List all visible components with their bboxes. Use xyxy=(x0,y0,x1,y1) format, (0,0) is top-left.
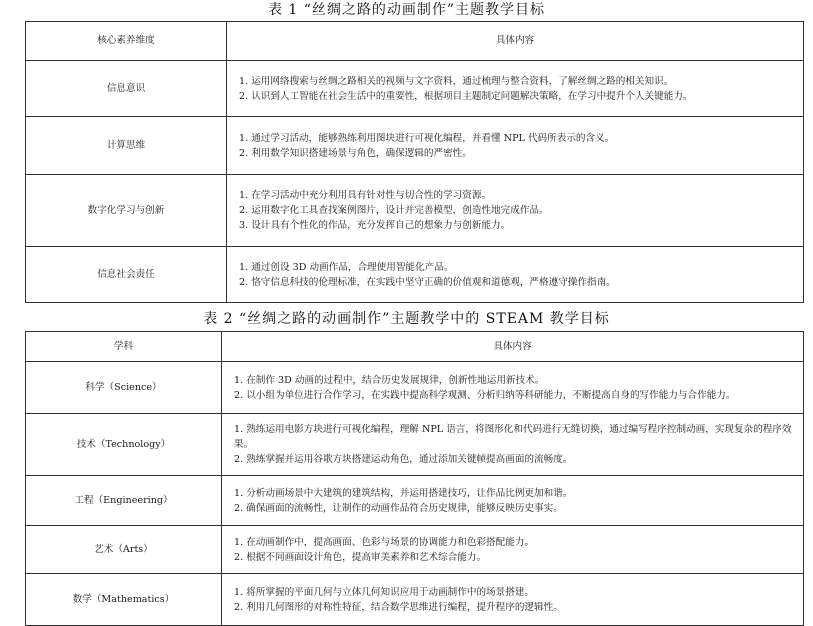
row-label: 数字化学习与创新 xyxy=(26,175,227,247)
content-item: 1. 在动画制作中，提高画面、色彩与场景的协调能力和色彩搭配能力。 xyxy=(234,536,535,548)
content-item: 1. 通过学习活动，能够熟练利用图块进行可视化编程，并看懂 NPL 代码所表示的含义。 xyxy=(239,132,615,144)
row-content xyxy=(227,175,804,247)
content-item: 1. 在学习活动中充分利用具有针对性与切合性的学习资源。 xyxy=(239,190,492,201)
content-item: 2. 以小组为单位进行合作学习，在实践中提高科学观测、分析归纳等科研能力，不断提高自身的写作能力与合作能力。 xyxy=(234,389,736,401)
table-row xyxy=(26,362,804,414)
row-content xyxy=(222,574,804,626)
content-item: 2. 利用几何图形的对称性特征，结合数学思维进行编程，提升程序的逻辑性。 xyxy=(234,601,563,613)
table1-caption: 表 1 “丝绸之路的动画制作”主题教学目标 xyxy=(267,2,546,18)
content-item: 1. 熟练运用电影方块进行可视化编程，理解 NPL 语言，将图形化和代码进行无缝切换，通过编写程序控制动画，实现复杂的程序效果。 xyxy=(234,424,792,450)
row-label: 技术（Technology） xyxy=(26,414,222,476)
content-item: 1. 运用网络搜索与丝绸之路相关的视频与文字资料，通过梳理与整合资料，了解丝绸之路的相关知识。 xyxy=(239,75,674,87)
row-label: 艺术（Arts） xyxy=(26,526,222,574)
content-item: 3. 设计具有个性化的作品，充分发挥自己的想象力与创新能力。 xyxy=(239,220,511,231)
row-label: 信息社会责任 xyxy=(26,247,227,303)
content-item: 2. 确保画面的流畅性，让制作的动画作品符合历史规律，能够反映历史事实。 xyxy=(234,502,563,514)
content-item: 1. 通过创设 3D 动画作品，合理使用智能化产品。 xyxy=(239,261,454,273)
row-content xyxy=(222,476,804,526)
row-label: 计算思维 xyxy=(26,117,227,175)
table1-header-dimension: 核心素养维度 xyxy=(26,22,227,61)
content-item: 2. 认识到人工智能在社会生活中的重要性，根据项目主题制定问题解决策略，在学习中提升个人关键能力。 xyxy=(239,90,693,102)
table2-header-subject: 学科 xyxy=(26,332,222,362)
content-item: 2. 恪守信息科技的伦理标准，在实践中坚守正确的价值观和道德观，严格遵守操作指南。 xyxy=(239,276,616,288)
table-row xyxy=(26,61,804,117)
content-item: 2. 利用数学知识搭建场景与角色，确保逻辑的严密性。 xyxy=(239,147,472,159)
table2-header-row xyxy=(26,332,804,362)
row-content xyxy=(227,117,804,175)
row-content xyxy=(222,526,804,574)
table-row xyxy=(26,175,804,247)
content-item: 1. 在制作 3D 动画的过程中，结合历史发展规律，创新性地运用新技术。 xyxy=(234,374,545,386)
table2 xyxy=(25,331,804,626)
table2-caption: 表 2 “丝绸之路的动画制作”主题教学中的 STEAM 教学目标 xyxy=(203,311,610,327)
content-item: 1. 将所掌握的平面几何与立体几何知识应用于动画制作中的场景搭建。 xyxy=(234,586,535,598)
table1-header-content: 具体内容 xyxy=(227,22,804,61)
row-content xyxy=(227,247,804,303)
table-row xyxy=(26,574,804,626)
row-label: 数学（Mathematics） xyxy=(26,574,222,626)
table2-header-content: 具体内容 xyxy=(222,332,804,362)
table-row xyxy=(26,414,804,476)
row-content xyxy=(222,362,804,414)
row-label: 信息意识 xyxy=(26,61,227,117)
content-item: 2. 运用数字化工具查找案例图片，设计并完善模型，创造性地完成作品。 xyxy=(239,205,549,216)
table1-header-row xyxy=(26,22,804,61)
row-label: 科学（Science） xyxy=(26,362,222,414)
table-row xyxy=(26,117,804,175)
table1 xyxy=(25,21,804,303)
table-row xyxy=(26,526,804,574)
table-row xyxy=(26,247,804,303)
row-content xyxy=(222,414,804,476)
row-content xyxy=(227,61,804,117)
row-label: 工程（Engineering） xyxy=(26,476,222,526)
content-item: 1. 分析动画场景中大建筑的建筑结构，并运用搭建技巧，让作品比例更加和谐。 xyxy=(234,487,573,499)
content-item: 2. 熟练掌握并运用谷歌方块搭建运动角色，通过添加关键帧提高画面的流畅度。 xyxy=(234,454,573,465)
content-item: 2. 根据不同画面设计角色，提高审美素养和艺术综合能力。 xyxy=(234,551,487,563)
table-row xyxy=(26,476,804,526)
